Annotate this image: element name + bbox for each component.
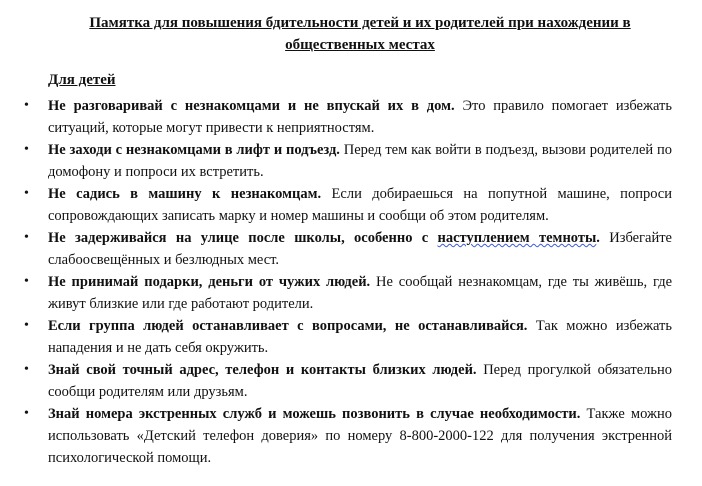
bullet-icon: • [24,318,29,333]
bullet-icon: • [24,186,29,201]
list-item [24,315,672,359]
item-bold-text: Не заходи с незнакомцами в лифт и подъезд. [48,142,340,158]
list-item [24,359,672,403]
item-bold-text: Не принимай подарки, деньги от чужих людей. [48,274,371,290]
item-normal-text: Также можно использовать «Детский телефон доверия» по номеру 8-800-2000-122 для получения экстренной психологической помощи. [48,406,672,466]
document-title-line-2: общественных местах [285,37,435,53]
bullet-icon: • [24,142,29,157]
item-normal-text: Перед прогулкой обязательно сообщи родителям или друзьям. [48,362,672,400]
item-bold-spellcheck-text: наступлением темноты [437,230,597,246]
item-bold-text: Не задерживайся на улице после школы, особенно с [48,230,438,246]
item-normal-text: Не сообщай незнакомцам, где ты живёшь, где живут близкие или где работают родители. [48,274,673,312]
item-normal-text: Если добираешься на попутной машине, попроси сопровождающих записать марку и номер машины и сообщи об этом родителям. [48,186,673,224]
item-bold-text: Знай свой точный адрес, телефон и контакты близких людей. [48,362,477,378]
bullet-icon: • [24,274,29,289]
list-item [24,271,673,315]
bullet-icon: • [24,406,29,421]
rules-list [0,95,702,469]
list-item [24,403,672,469]
item-normal-text: Это правило помогает избежать ситуаций, которые могут привести к неприятностям. [48,98,672,136]
section-heading-for-children: Для детей [48,72,116,88]
item-bold-text: Знай номера экстренных служб и можешь позвонить в случае необходимости. [48,406,581,422]
list-item [24,183,673,227]
bullet-icon: • [24,362,29,377]
item-bold-text: Не садись в машину к незнакомцам. [48,186,322,202]
bullet-icon: • [24,230,29,245]
item-bold-text: Не разговаривай с незнакомцами и не впускай их в дом. [48,98,455,114]
item-normal-text: Так можно избежать нападения и не дать себя окружить. [48,318,672,356]
document-title [40,12,680,56]
item-bold-tail: . [596,230,600,246]
bullet-icon: • [24,98,29,113]
item-bold-text: Если группа людей останавливает с вопросами, не останавливайся. [48,318,528,334]
list-item [24,95,672,139]
list-item [24,227,672,271]
item-normal-text: Избегайте слабоосвещённых и безлюдных мест. [48,230,672,268]
item-normal-text: Перед тем как войти в подъезд, вызови родителей по домофону и попроси их встретить. [48,142,672,180]
list-item [24,139,672,183]
document-title-line-1: Памятка для повышения бдительности детей и их родителей при нахождении в [89,15,631,31]
